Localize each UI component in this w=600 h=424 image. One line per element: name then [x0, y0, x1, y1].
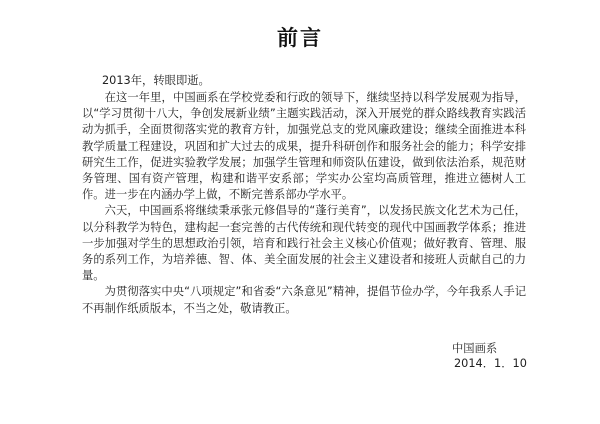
- body-text: [82, 90, 526, 317]
- paragraph-1: 在这一年里，中国画系在学校党委和行政的领导下，继续坚持以科学发展观为指导，以“学习贯彻十八大，争创发展新业绩”主题实践活动，深入开展党的群众路线教育实践活动为抓手，全面贯彻落实党的教育方针，加强党总支的党风廉政建设；继续全面推进本科教学质量工程建设，巩固和扩大过去的成果，提升科研创作和服务社会的能力；科学安排研究生工作，促进实验教学发展；加强学生管理和师资队伍建设，做到依法治系，规范财务管理、国有资产管理，构建和谐平安系部；学实办公室均高质管理，推进立德树人工作。进一步在内涵办学上做，不断完善系部办学水平。: [82, 91, 526, 202]
- page-title: 前言: [277, 26, 323, 50]
- greeting-line: 2013年，转眼即逝。: [102, 74, 210, 87]
- paragraph-3: 为贯彻落实中央“八项规定”和省委“六条意见”精神，提倡节俭办学，今年我系人手记不再制作纸质版本，不当之处，敬请教正。: [82, 285, 526, 315]
- signature-name: 中国画系: [452, 342, 498, 355]
- signature-block: [452, 341, 527, 371]
- paragraph-2: 六天，中国画系将继续秉承张元修倡导的“蓬行美育”，以发扬民族文化艺术为己任，以分科教学为特色，建构起一套完善的古代传统和现代转变的现代中国画教学体系；推进一步加强对学生的思想政治引领，培育和践行社会主义核心价值观；做好教育、管理、服务的系列工作，为培养德、智、体、美全面发展的社会主义建设者和接班人贡献自己的力量。: [82, 204, 526, 283]
- signature-date: 2014．1．10: [454, 357, 527, 370]
